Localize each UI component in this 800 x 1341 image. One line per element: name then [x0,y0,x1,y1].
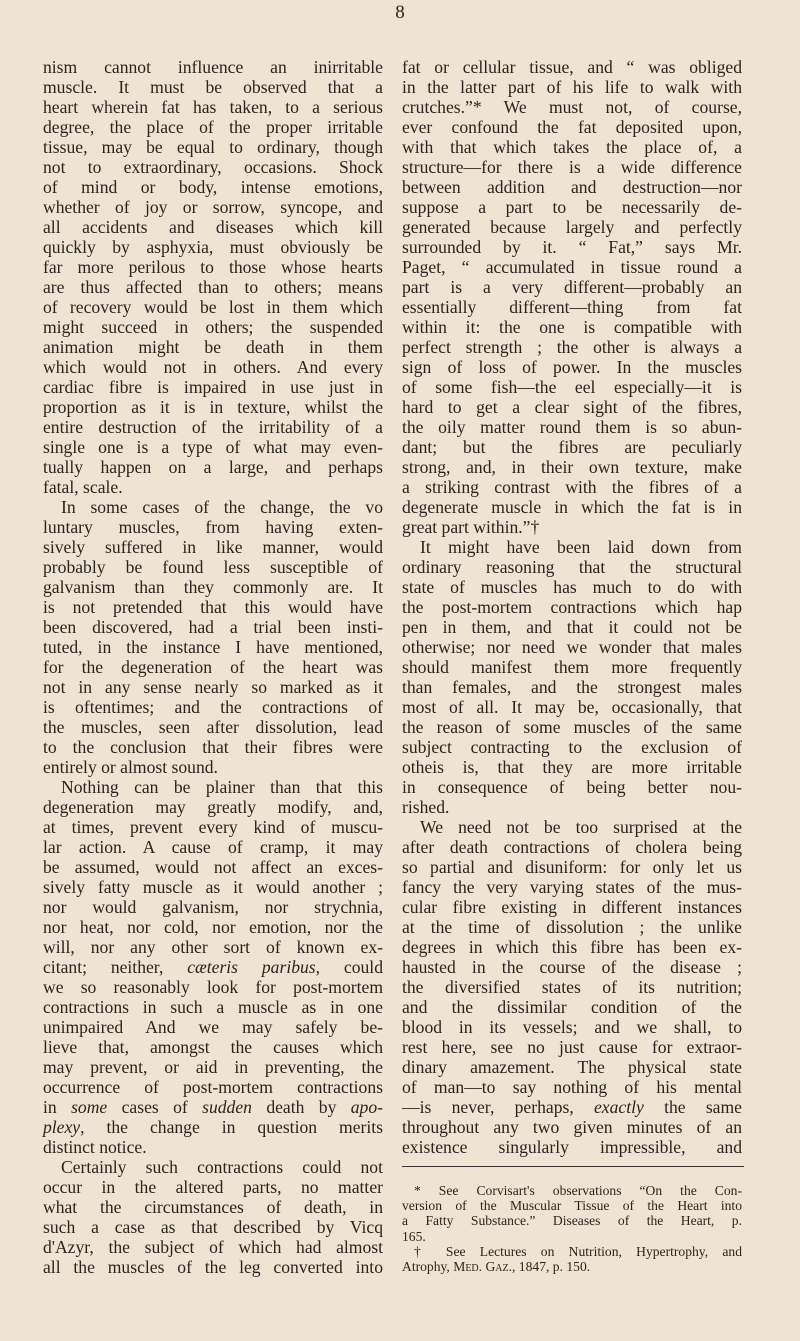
text-line [43,837,383,857]
text-line [402,777,742,797]
text-segment: of recovery would be lost in them which [43,297,383,317]
text-line [43,97,383,117]
text-line [402,877,742,897]
text-line [402,997,742,1017]
text-line [43,697,383,717]
text-segment: part is a very different—probably an [402,277,742,297]
text-segment: far more perilous to those whose hearts [43,257,383,277]
text-segment: sively suffered in like manner, would [43,537,383,557]
paragraph [43,57,383,497]
text-line [402,837,742,857]
text-segment: so partial and disuniform: for only let us [402,857,742,877]
text-segment: within it: the one is compatible with [402,317,742,337]
text-line [43,577,383,597]
text-segment: what the circumstances of death, in [43,1197,383,1217]
text-segment: otherwise; nor need we wonder that males [402,637,742,657]
text-line [402,57,742,77]
text-segment: the post-mortem contractions which hap [402,597,742,617]
text-line [43,897,383,917]
text-line [43,257,383,277]
text-segment: fatal, scale. [43,477,123,497]
text-line [402,517,742,537]
text-line [402,1137,742,1157]
text-line [402,277,742,297]
text-segment: throughout any two given minutes of an [402,1117,742,1137]
text-line [43,877,383,897]
text-line [402,1097,742,1117]
text-segment: rished. [402,797,450,817]
text-segment: single one is a type of what may even- [43,437,383,457]
text-line [43,517,383,537]
text-segment: lieve that, amongst the causes which [43,1037,383,1057]
text-segment: sively fatty muscle as it would another ; [43,877,383,897]
text-segment: will, nor any other sort of known ex- [43,937,383,957]
text-segment: the same [643,1097,742,1117]
text-line [43,1077,383,1097]
text-segment: hard to get a clear sight of the fibres, [402,397,742,417]
text-line [402,157,742,177]
text-line [402,1259,742,1274]
text-segment: animation might be death in them [43,337,383,357]
text-line [402,817,742,837]
text-segment: degree, the place of the proper irritable [43,117,383,137]
text-segment: at the time of dissolution ; the unlike [402,917,742,937]
footnotes [402,1183,742,1274]
text-segment: unimpaired And we may safely be- [43,1017,383,1037]
text-segment: structure—for there is a wide difference [402,157,742,177]
text-line [43,497,383,517]
text-segment: blood in its vessels; and we shall, to [402,1017,742,1037]
text-segment: is oftentimes; and the contractions of [43,697,383,717]
text-segment: all accidents and diseases which kill [43,217,383,237]
text-line [402,1229,742,1244]
text-line [402,1198,742,1213]
text-segment: cases of [107,1097,203,1117]
text-line [43,217,383,237]
text-segment: otheis is, that they are more irritable [402,757,742,777]
text-line [43,937,383,957]
text-segment: should manifest them more frequently [402,657,742,677]
text-line [43,817,383,837]
text-segment: of man—to say nothing of his mental [402,1077,742,1097]
text-line [43,1237,383,1257]
italic-text: sudden [202,1097,252,1117]
paragraph [402,1244,742,1274]
page-number: 8 [395,2,405,23]
text-segment: may prevent, or aid in preventing, the [43,1057,383,1077]
text-line [402,397,742,417]
text-segment: lar action. A cause of cramp, it may [43,837,383,857]
text-segment: are thus affected than to others; means [43,277,383,297]
text-line [43,117,383,137]
right-column [402,57,742,1157]
text-line [402,457,742,477]
text-segment: the oily matter round them is so abun- [402,417,742,437]
text-line [402,757,742,777]
text-line [402,937,742,957]
text-segment: muscle. It must be observed that a [43,77,383,97]
text-line [402,897,742,917]
italic-text: plexy [43,1117,81,1137]
small-caps-text: Med. Gaz. [453,1258,512,1274]
text-segment: surrounded by it. “ Fat,” says Mr. [402,237,742,257]
text-line [402,977,742,997]
italic-text: exactly [594,1097,644,1117]
text-segment: essentially different—thing from fat [402,297,742,317]
text-line [402,617,742,637]
text-line [402,537,742,557]
text-line [43,437,383,457]
text-line [43,197,383,217]
text-line [402,357,742,377]
text-line [402,117,742,137]
text-segment: nor heat, nor cold, nor emotion, nor the [43,917,383,937]
text-line [402,497,742,517]
text-line [43,1177,383,1197]
text-segment: fat or cellular tissue, and “ was obliged [402,57,742,77]
text-line [402,857,742,877]
text-line [402,597,742,617]
text-line [43,237,383,257]
text-segment: the diversified states of its nutrition; [402,977,742,997]
text-segment: state of muscles has much to do with [402,577,742,597]
text-line [402,557,742,577]
text-segment: Atrophy, [402,1258,454,1274]
text-segment: whether of joy or sorrow, syncope, and [43,197,383,217]
text-segment: version of the Muscular Tissue of the Heart into [402,1198,742,1214]
text-segment: rest here, see no just cause for extraor- [402,1037,742,1057]
text-segment: citant; neither, [43,957,188,977]
text-segment: ever confound the fat deposited upon, [402,117,742,137]
text-segment: of some fish—the eel especially—it is [402,377,742,397]
text-segment: occur in the altered parts, no matter [43,1177,383,1197]
text-segment: degenerate muscle in which the fat is in [402,497,742,517]
paragraph [402,1183,742,1244]
text-segment: to the conclusion that their fibres were [43,737,383,757]
text-line [43,1197,383,1217]
text-line [43,977,383,997]
text-segment: generated because largely and perfectly [402,217,742,237]
italic-text: some [71,1097,108,1117]
paragraph [402,817,742,1157]
text-segment: ordinary reasoning that the structural [402,557,742,577]
text-segment: entire destruction of the irritability of a [43,417,383,437]
text-segment: cardiac fibre is impaired in use just in [43,377,383,397]
text-line [43,997,383,1017]
text-segment: sign of loss of power. In the muscles [402,357,742,377]
text-segment: We need not be too surprised at the [420,817,742,837]
paragraph [43,777,383,1157]
text-line [43,637,383,657]
text-line [43,357,383,377]
paragraph [402,57,742,537]
text-line [43,457,383,477]
text-line [43,1157,383,1177]
text-segment: a striking contrast with the fibres of a [402,477,742,497]
text-line [43,77,383,97]
text-line [43,137,383,157]
footnote-divider [402,1166,744,1167]
text-line [402,217,742,237]
text-line [402,1213,742,1228]
text-line [402,637,742,657]
text-line [43,377,383,397]
text-segment: degrees in which this fibre has been ex- [402,937,742,957]
text-line [402,797,742,817]
text-line [43,537,383,557]
text-segment: perfect strength ; the other is always a [402,337,742,357]
text-segment: Certainly such contractions could not [61,1157,383,1177]
text-segment: entirely or almost sound. [43,757,218,777]
text-segment: dant; but the fibres are peculiarly [402,437,742,457]
text-line [402,737,742,757]
text-line [402,257,742,277]
text-line [402,1037,742,1057]
text-line [402,377,742,397]
text-segment: nor would galvanism, nor strychnia, [43,897,383,917]
text-segment: , could [315,957,383,977]
text-line [43,597,383,617]
text-line [43,297,383,317]
text-line [43,317,383,337]
text-line [402,1244,742,1259]
paragraph [43,1157,383,1277]
text-line [43,957,383,977]
text-segment: in [43,1097,72,1117]
text-line [402,137,742,157]
text-segment: proportion as it is in texture, whilst the [43,397,383,417]
text-line [43,157,383,177]
text-segment: than females, and the strongest males [402,677,742,697]
text-segment: degeneration may greatly modify, and, [43,797,383,817]
text-segment: heart wherein fat has taken, to a serious [43,97,383,117]
text-line [402,477,742,497]
text-segment: between addition and destruction—nor [402,177,742,197]
text-segment: , 1847, p. 150. [512,1258,591,1274]
text-segment: tuted, in the instance I have mentioned, [43,637,383,657]
text-line [43,397,383,417]
text-segment: quickly by asphyxia, must obviously be [43,237,383,257]
text-segment: such a case as that described by Vicq [43,1217,383,1237]
text-line [43,1117,383,1137]
text-segment: In some cases of the change, the vo [61,497,383,517]
text-segment: 165. [402,1228,426,1244]
text-segment: not in any sense nearly so marked as it [43,677,383,697]
text-line [43,57,383,77]
text-segment: crutches.”* We must not, of course, [402,97,742,117]
paragraph [43,497,383,777]
text-segment: in consequence of being better nou- [402,777,742,797]
text-line [402,1183,742,1198]
text-segment: the reason of some muscles of the same [402,717,742,737]
text-segment: a Fatty Substance.” Diseases of the Heart, p. [402,1213,742,1229]
text-segment: in the latter part of his life to walk with [402,77,742,97]
text-segment: which would not in others. And every [43,357,383,377]
text-line [43,857,383,877]
text-line [402,417,742,437]
text-segment: Paget, “ accumulated in tissue round a [402,257,742,277]
text-line [43,797,383,817]
text-segment: existence singularly impressible, and [402,1137,742,1157]
text-segment: and the dissimilar condition of the [402,997,742,1017]
text-segment: at times, prevent every kind of muscu- [43,817,383,837]
text-segment: after death contractions of cholera being [402,837,742,857]
text-segment: Nothing can be plainer than that this [61,777,383,797]
text-segment: occurrence of post-mortem contractions [43,1077,383,1097]
text-segment: d'Azyr, the subject of which had almost [43,1237,383,1257]
text-line [402,657,742,677]
text-segment: been discovered, had a trial been insti- [43,617,383,637]
text-segment: great part within.”† [402,517,540,537]
italic-text: cæteris paribus [187,957,316,977]
text-segment: —is never, perhaps, [402,1097,594,1117]
text-segment: for the degeneration of the heart was [43,657,383,677]
text-line [402,577,742,597]
text-segment: luntary muscles, from having exten- [43,517,383,537]
text-line [43,1097,383,1117]
text-segment: It might have been laid down from [420,537,742,557]
text-line [402,337,742,357]
text-segment: all the muscles of the leg converted into [43,1257,383,1277]
text-segment: tually happen on a large, and perhaps [43,457,383,477]
text-line [402,697,742,717]
text-segment: death by [251,1097,351,1117]
text-segment: galvanism than they commonly are. It [43,577,383,597]
text-line [43,177,383,197]
text-segment: the muscles, seen after dissolution, lead [43,717,383,737]
text-line [43,1037,383,1057]
text-segment: we so reasonably look for post-mortem [43,977,383,997]
text-segment: suppose a part to be necessarily de- [402,197,742,217]
text-line [402,97,742,117]
text-line [43,477,383,497]
text-line [402,1057,742,1077]
text-line [43,777,383,797]
text-line [43,417,383,437]
text-line [43,617,383,637]
text-segment: dinary amazement. The physical state [402,1057,742,1077]
text-segment: with that which takes the place of, a [402,137,742,157]
text-segment: not to extraordinary, occasions. Shock [43,157,383,177]
text-segment: tissue, may be equal to ordinary, though [43,137,383,157]
text-line [402,197,742,217]
text-line [402,717,742,737]
text-segment: * See Corvisart's observations “On the Con- [414,1183,742,1198]
text-segment: distinct notice. [43,1137,147,1157]
text-segment: hausted in the course of the disease ; [402,957,742,977]
italic-text: apo- [350,1097,383,1117]
text-segment: subject contracting to the exclusion of [402,737,742,757]
left-column [43,57,383,1277]
text-line [43,277,383,297]
text-line [43,1217,383,1237]
text-segment: pen in them, and that it could not be [402,617,742,637]
text-line [43,1137,383,1157]
text-line [402,1077,742,1097]
text-line [402,77,742,97]
text-segment: probably be found less susceptible of [43,557,383,577]
text-segment: is not pretended that this would have [43,597,383,617]
text-line [43,1017,383,1037]
text-line [402,677,742,697]
text-line [402,957,742,977]
text-line [43,737,383,757]
text-segment: cular fibre existing in different instances [402,897,742,917]
text-line [402,917,742,937]
text-line [43,917,383,937]
text-line [402,437,742,457]
text-segment: be assumed, would not affect an exces- [43,857,383,877]
text-line [43,757,383,777]
text-line [43,717,383,737]
text-segment: contractions in such a muscle as in one [43,997,383,1017]
text-segment: most of all. It may be, occasionally, that [402,697,742,717]
text-segment: fancy the very varying states of the mus- [402,877,742,897]
text-line [402,297,742,317]
text-line [402,1117,742,1137]
text-line [43,657,383,677]
text-line [43,557,383,577]
text-line [43,337,383,357]
text-line [402,237,742,257]
text-line [43,677,383,697]
text-segment: , the change in question merits [80,1117,383,1137]
text-line [402,1017,742,1037]
text-segment: strong, and, in their own texture, make [402,457,742,477]
text-line [43,1257,383,1277]
text-segment: nism cannot influence an inirritable [43,57,383,77]
text-segment: † See Lectures on Nutrition, Hypertrophy, and [414,1243,742,1259]
paragraph [402,537,742,817]
text-line [402,177,742,197]
text-segment: might succeed in others; the suspended [43,317,383,337]
text-segment: of mind or body, intense emotions, [43,177,383,197]
text-line [43,1057,383,1077]
text-line [402,317,742,337]
